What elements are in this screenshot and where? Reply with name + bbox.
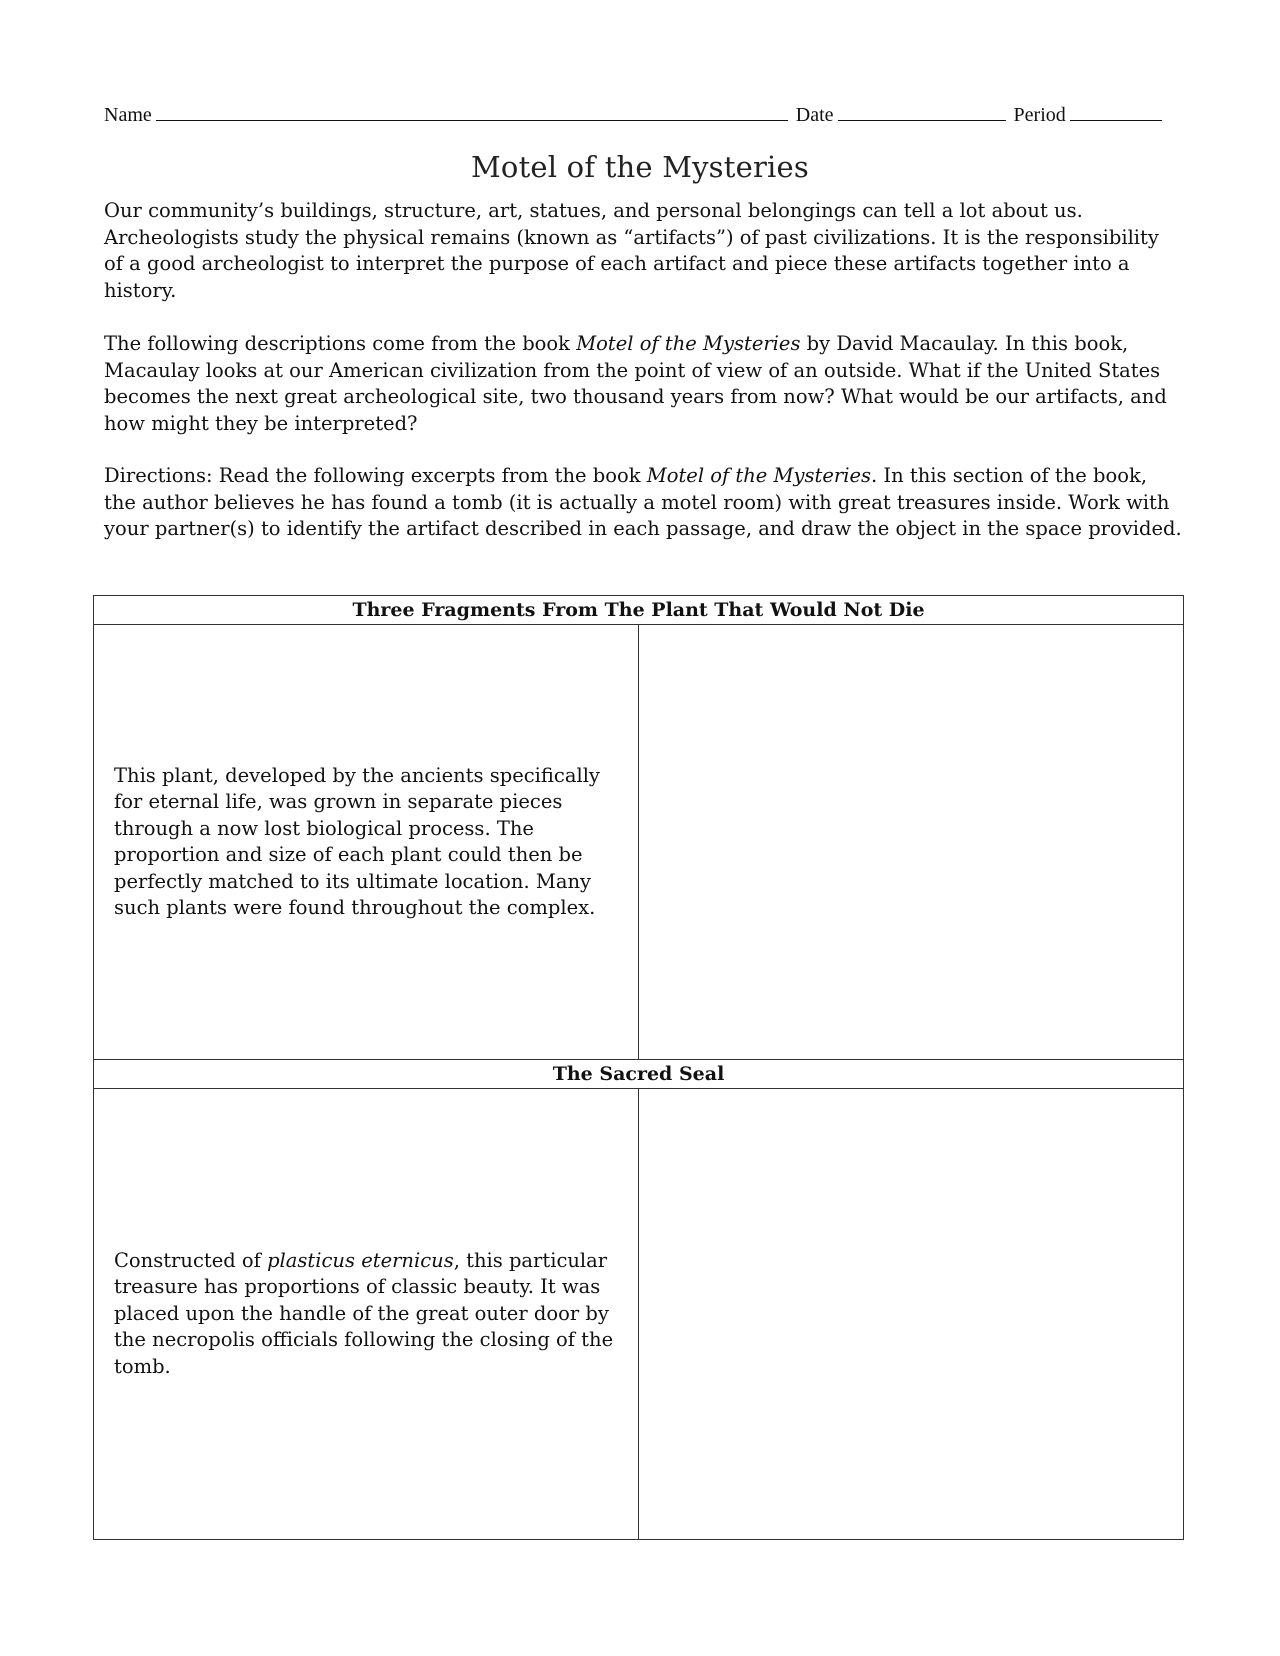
drawing-space-plant[interactable]	[639, 625, 1184, 1060]
book-description-paragraph	[104, 331, 1184, 437]
period-label: Period	[1013, 104, 1066, 126]
directions-book-title-italic: Motel of the Mysteries	[646, 464, 872, 487]
date-field[interactable]	[838, 102, 1006, 121]
directions-text-start: Directions: Read the following excerpts from the book	[104, 464, 647, 487]
excerpt-seal-end: , this particular treasure has proportions of classic beauty. It was placed upon the handle of the great outer door by the necropolis officials following the closing of the tomb.	[114, 1248, 614, 1378]
book-title-italic: Motel of the Mysteries	[576, 332, 801, 355]
excerpt-cell-plant	[94, 625, 639, 1060]
excerpt-text-plant: This plant, developed by the ancients specifically for eternal life, was grown in separate pieces through a now lost biological process. The proportion and size of each plant could then be perfectly matched to its ultimate location. Many such plants were found throughout the complex.	[114, 763, 600, 919]
name-field[interactable]	[156, 102, 788, 121]
directions-text-end: . In this section of the book, the author believes he has found a tomb (it is actually a motel room) with great treasures inside. Work with your partner(s) to identify the artifact described in each passage, and draw the object in the space provided.	[104, 464, 1182, 540]
excerpt-text-seal	[114, 1248, 634, 1381]
date-label: Date	[795, 104, 834, 126]
name-label: Name	[104, 104, 152, 126]
excerpt-seal-start: Constructed of	[114, 1248, 268, 1272]
section-heading-seal: The Sacred Seal	[94, 1060, 1184, 1089]
book-description-text-start: The following descriptions come from the book	[104, 332, 577, 355]
student-info-row	[104, 102, 1164, 127]
intro-paragraph: Our community’s buildings, structure, art, statues, and personal belongings can tell a lot about us. Archeologists study the physical remains (known as “artifacts”) of past civilizations. It is the responsibility of a good archeologist to interpret the purpose of each artifact and piece these artifacts together into a history.	[104, 199, 1159, 302]
drawing-space-seal[interactable]	[639, 1089, 1184, 1540]
section-heading-plant: Three Fragments From The Plant That Would Not Die	[94, 596, 1184, 625]
book-description-text-end: by David Macaulay. In this book, Macaulay looks at our American civilization from the point of view of an outside. What if the United States becomes the next great archeological site, two thousand years from now? What would be our artifacts, and how might they be interpreted?	[104, 332, 1167, 435]
period-field[interactable]	[1070, 102, 1162, 121]
excerpt-seal-italic: plasticus eternicus	[267, 1248, 454, 1272]
directions-paragraph	[104, 463, 1184, 543]
excerpt-cell-seal	[94, 1089, 639, 1540]
page-title: Motel of the Mysteries	[471, 150, 809, 184]
artifact-table	[93, 595, 1184, 1540]
